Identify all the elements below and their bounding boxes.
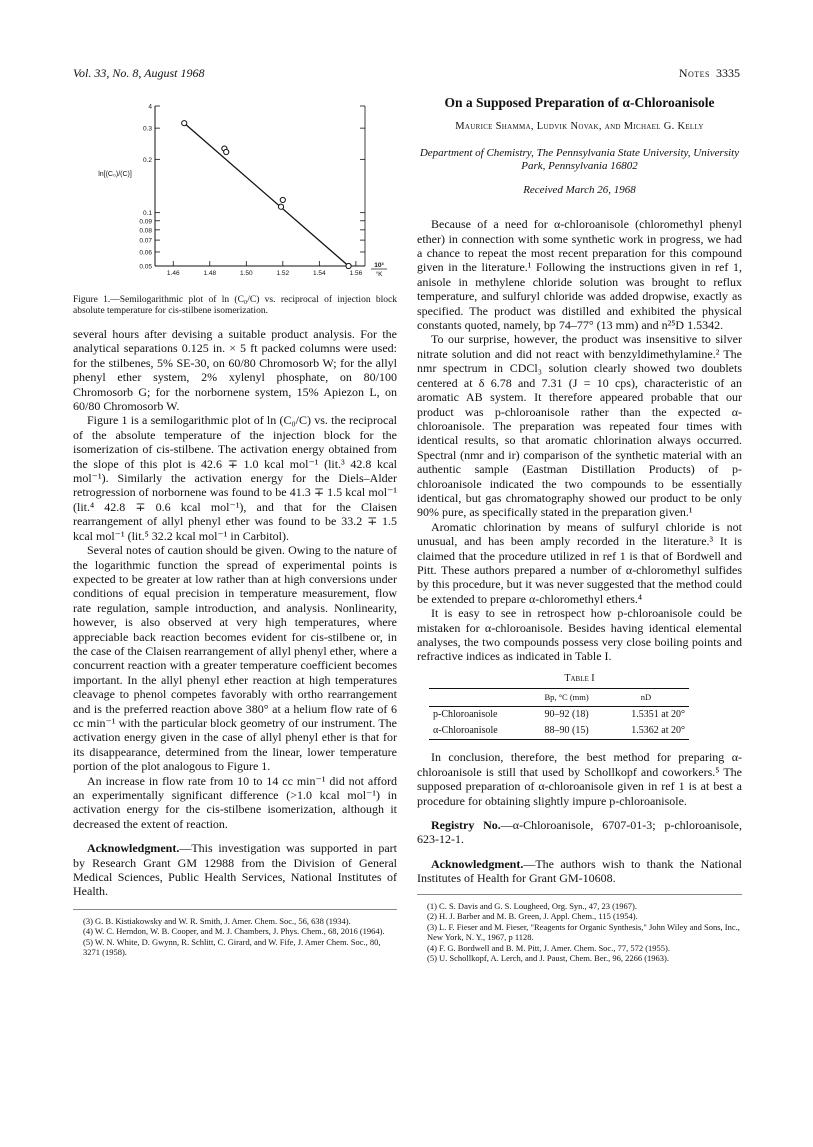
article-title: On a Supposed Preparation of α-Chloroanisole (444, 95, 715, 110)
body-paragraph: To our surprise, however, the product was insensitive to silver nitrate solution and did not react with benzyldimethylamine.² The nmr spectrum in CDCl₃ solution clearly showed two doublets centered at δ 6.78 and 7.31 (J = 10 cps), characteristic of an aromatic AB system. It therefore appeared probable that our product was p-chloroanisole rather than the expected α-chloroanisole. The preparation was repeated four times with identical results, so that aromatic chlorination always occurred. Spectral (nmr and ir) comparison of the synthetic material with an authentic sample (Eastman Distillation Products) of p-chloroanisole indicated the two compounds to be essentially identical, but gas chromatography showed our product to be only 90% pure, as specifically stated in the preparation given.¹ (417, 332, 742, 520)
body-paragraph: Figure 1 is a semilogarithmic plot of ln (C₀/C) vs. the reciprocal of the absolute temperature of the injection block for the isomerization of cis-stilbene. The activation energy obtained from the slope of this plot is 42.6 ∓ 1.0 kcal mol⁻¹ (lit.³ 42.8 kcal mol⁻¹). Similarly the activation energy for the Diels–Alder retrogression of norbornene was found to be 41.3 ∓ 1.5 kcal mol⁻¹ (lit.⁴ 42.8 ∓ 0.6 kcal mol⁻¹), and that for the Claisen rearrangement of allyl phenyl ether was found to be 33.2 ∓ 1.5 kcal mol⁻¹ (lit.⁵ 32.2 kcal mol⁻¹ in Carbitol). (73, 413, 397, 543)
acknowledgment (73, 841, 397, 899)
acknowledgment (417, 857, 742, 886)
reference-item: (3) L. F. Fieser and M. Fieser, "Reagents for Organic Synthesis," John Wiley and Sons, Inc., New York, N. Y., 1967, p 1128. (427, 921, 740, 943)
section-name: Notes (678, 66, 710, 80)
y-tick-label: 0.3 (142, 125, 152, 133)
acknowledgment-label: Acknowledgment. (431, 856, 524, 871)
table-title: Table I (564, 672, 595, 684)
running-header-left: Vol. 33, No. 8, August 1968 (73, 66, 205, 80)
y-tick-label: 0.05 (139, 263, 152, 271)
reference-item: (4) F. G. Bordwell and B. M. Pitt, J. Amer. Chem. Soc., 77, 572 (1955). (427, 942, 670, 953)
x-tick-label: 1.48 (203, 270, 217, 277)
body-paragraph: Several notes of caution should be given. Owing to the nature of the logarithmic function the spread of experimental points is expected to be greater at low rather than at high conversions under conditions of equal precision in temperature measurement, flow rate regulation, sample introduction, and analysis. Nonlinearity, however, is also observed at very high temperatures, where appreciable back reaction becomes evident for cis-stilbene or, in the case of the Claisen rearrangement of allyl phenyl ether, where a concurrent reaction with a greater temperature coefficient becomes important. In the allyl phenyl ether reaction at high temperatures cleavage to phenol competes favorably with ortho rearrangement and is the preferred reaction above 380° at a helium flow rate of 6 cc min⁻¹ with the particular block geometry of our instrument. The activation energy given in the case of allyl phenyl ether is that for its disappearance, determined from the linear, lower temperature portion of the plot analogous to Figure 1. (73, 543, 397, 774)
reference-item: (5) W. N. White, D. Gwynn, R. Schlitt, C. Girard, and W. Fife, J. Amer Chem. Soc., 80, 3271 (1958). (83, 936, 381, 958)
data-point (224, 149, 229, 154)
reference-item: (4) W. C. Herndon, W. B. Cooper, and M. J. Chambers, J. Phys. Chem., 68, 2016 (1964). (83, 926, 385, 937)
table-1 (417, 672, 742, 741)
right-column (417, 96, 742, 964)
y-tick-label: 0.1 (142, 210, 152, 218)
article-authors: Maurice Shamma, Ludvik Novak, and Michael G. Kelly (455, 121, 704, 133)
data-point (346, 263, 351, 268)
x-unit-denominator: °K (375, 271, 383, 278)
body-paragraph: several hours after devising a suitable product analysis. For the analytical separations 0.125 in. × 5 ft packed columns were used: for the stilbenes, 5% SE-30, on 60/80 Chromosorb W; for the allyl phenyl ether system, 2% xylenyl phosphate, on 80/100 Chromosorb G; for the norbornene system, 15% Apiezon L, on 60/80 Chromosorb W. (73, 327, 397, 414)
table-cell: 1.5351 at 20° (631, 708, 685, 720)
received-date: Received March 26, 1968 (523, 183, 636, 196)
data-point (182, 121, 187, 126)
acknowledgment-text: —This investigation was supported in part by Research Grant GM 12988 from the Division of General Medical Sciences, Public Health Services, National Institutes of Health. (73, 841, 397, 899)
x-tick-label: 1.54 (313, 270, 326, 277)
table-header: nD (640, 692, 652, 703)
table-row (429, 723, 689, 740)
table-cell: 1.5362 at 20° (631, 725, 685, 737)
reference-item: (3) G. B. Kistiakowsky and W. R. Smith, J. Amer. Chem. Soc., 56, 638 (1934). (83, 915, 351, 926)
table-cell: p-Chloroanisole (433, 708, 498, 720)
y-tick-label: 4 (148, 103, 152, 111)
table-header: Bp, °C (mm) (544, 692, 589, 703)
x-tick-label: 1.50 (239, 270, 253, 277)
reference-item: (5) U. Schollkopf, A. Lerch, and J. Paust, Chem. Ber., 96, 2266 (1963). (427, 953, 669, 964)
x-tick-label: 1.56 (349, 270, 363, 277)
y-tick-label: 0.08 (139, 227, 152, 235)
acknowledgment-label: Acknowledgment. (87, 841, 180, 856)
acknowledgment-text: —The authors wish to thank the National Institutes of Health for Grant GM-10608. (417, 856, 742, 886)
table-cell: 90–92 (18) (544, 708, 589, 720)
figure-1 (73, 96, 397, 293)
table-cell: 88–90 (15) (544, 725, 589, 737)
x-tick-label: 1.46 (166, 270, 180, 277)
x-unit-numerator: 10³ (374, 262, 384, 269)
reference-item: (1) C. S. Davis and G. S. Lougheed, Org. Syn., 47, 23 (1967). (427, 900, 637, 911)
table-cell: α-Chloroanisole (433, 725, 498, 737)
figure-caption: Figure 1.—Semilogarithmic plot of ln (C₀/C) vs. reciprocal of injection block absolute temperature for cis-stilbene isomerization. (73, 295, 397, 316)
y-tick-label: 0.09 (139, 218, 152, 226)
left-column (73, 96, 397, 958)
table-header-row (429, 689, 689, 706)
running-header-right (679, 66, 740, 81)
data-point (280, 197, 285, 202)
data-table (429, 688, 689, 740)
references-left (73, 909, 397, 958)
body-paragraph: It is easy to see in retrospect how p-chloroanisole could be mistaken for α-chloroanisole. Besides having identical elemental analyses, the two compounds possess very close boiling points and refractive indices as indicated in Table I. (417, 606, 742, 664)
fit-line (184, 123, 348, 266)
x-tick-label: 1.52 (276, 270, 290, 277)
body-paragraph: In conclusion, therefore, the best method for preparing α-chloroanisole is still that used by Schollkopf and coworkers.⁵ The supposed preparation of α-chloroanisole given in ref 1 is at best a procedure for obtaining slightly impure p-chloroanisole. (417, 750, 742, 808)
page-number: 3335 (716, 66, 740, 80)
y-tick-label: 0.2 (142, 156, 152, 164)
body-paragraph: Aromatic chlorination by means of sulfuryl chloride is not unusual, and has been amply recorded in the literature.³ It is claimed that the procedure utilized in ref 1 is that of Bordwell and Pitt. These authors prepared a number of α-chloromethyl sulfides by this procedure, but it was never suggested that the method could be extended to prepare α-chloromethyl ethers.⁴ (417, 519, 742, 606)
references-right (417, 894, 742, 964)
article-affiliation: Department of Chemistry, The Pennsylvania State University, University Park, Pennsylvania 16802 (419, 146, 740, 172)
registry-text: —α-Chloroanisole, 6707-01-3; p-chloroanisole, 623-12-1. (417, 818, 742, 847)
reference-item: (2) H. J. Barber and M. B. Green, J. Appl. Chem., 115 (1954). (427, 911, 638, 922)
registry-numbers (417, 818, 742, 847)
data-point (278, 204, 283, 209)
semilog-plot (73, 96, 397, 293)
registry-label: Registry No. (431, 818, 501, 833)
y-tick-label: 0.07 (139, 237, 152, 245)
y-tick-label: 0.06 (139, 249, 152, 257)
y-axis-label: ln[(C₀)/(C)] (98, 171, 132, 178)
body-paragraph: An increase in flow rate from 10 to 14 cc min⁻¹ did not afford an experimentally significant difference (>1.0 kcal mol⁻¹) in activation energy for the cis-stilbene isomerization, although it decreased the extent of reaction. (73, 773, 397, 831)
table-header (429, 689, 530, 706)
body-paragraph: Because of a need for α-chloroanisole (chloromethyl phenyl ether) in connection with some synthetic work in progress, we had a chance to repeat the most recent preparation for this compound given in the literature.¹ Following the instructions given in ref 1, anisole in methylene chloride solution was brought to reflux temperature, and sulfuryl chloride was added dropwise, exactly as specified. The product was distilled and exhibited the physical constants quoted, namely, bp 74–77° (13 mm) and n²⁵D 1.5342. (417, 217, 742, 333)
table-row (429, 706, 689, 723)
